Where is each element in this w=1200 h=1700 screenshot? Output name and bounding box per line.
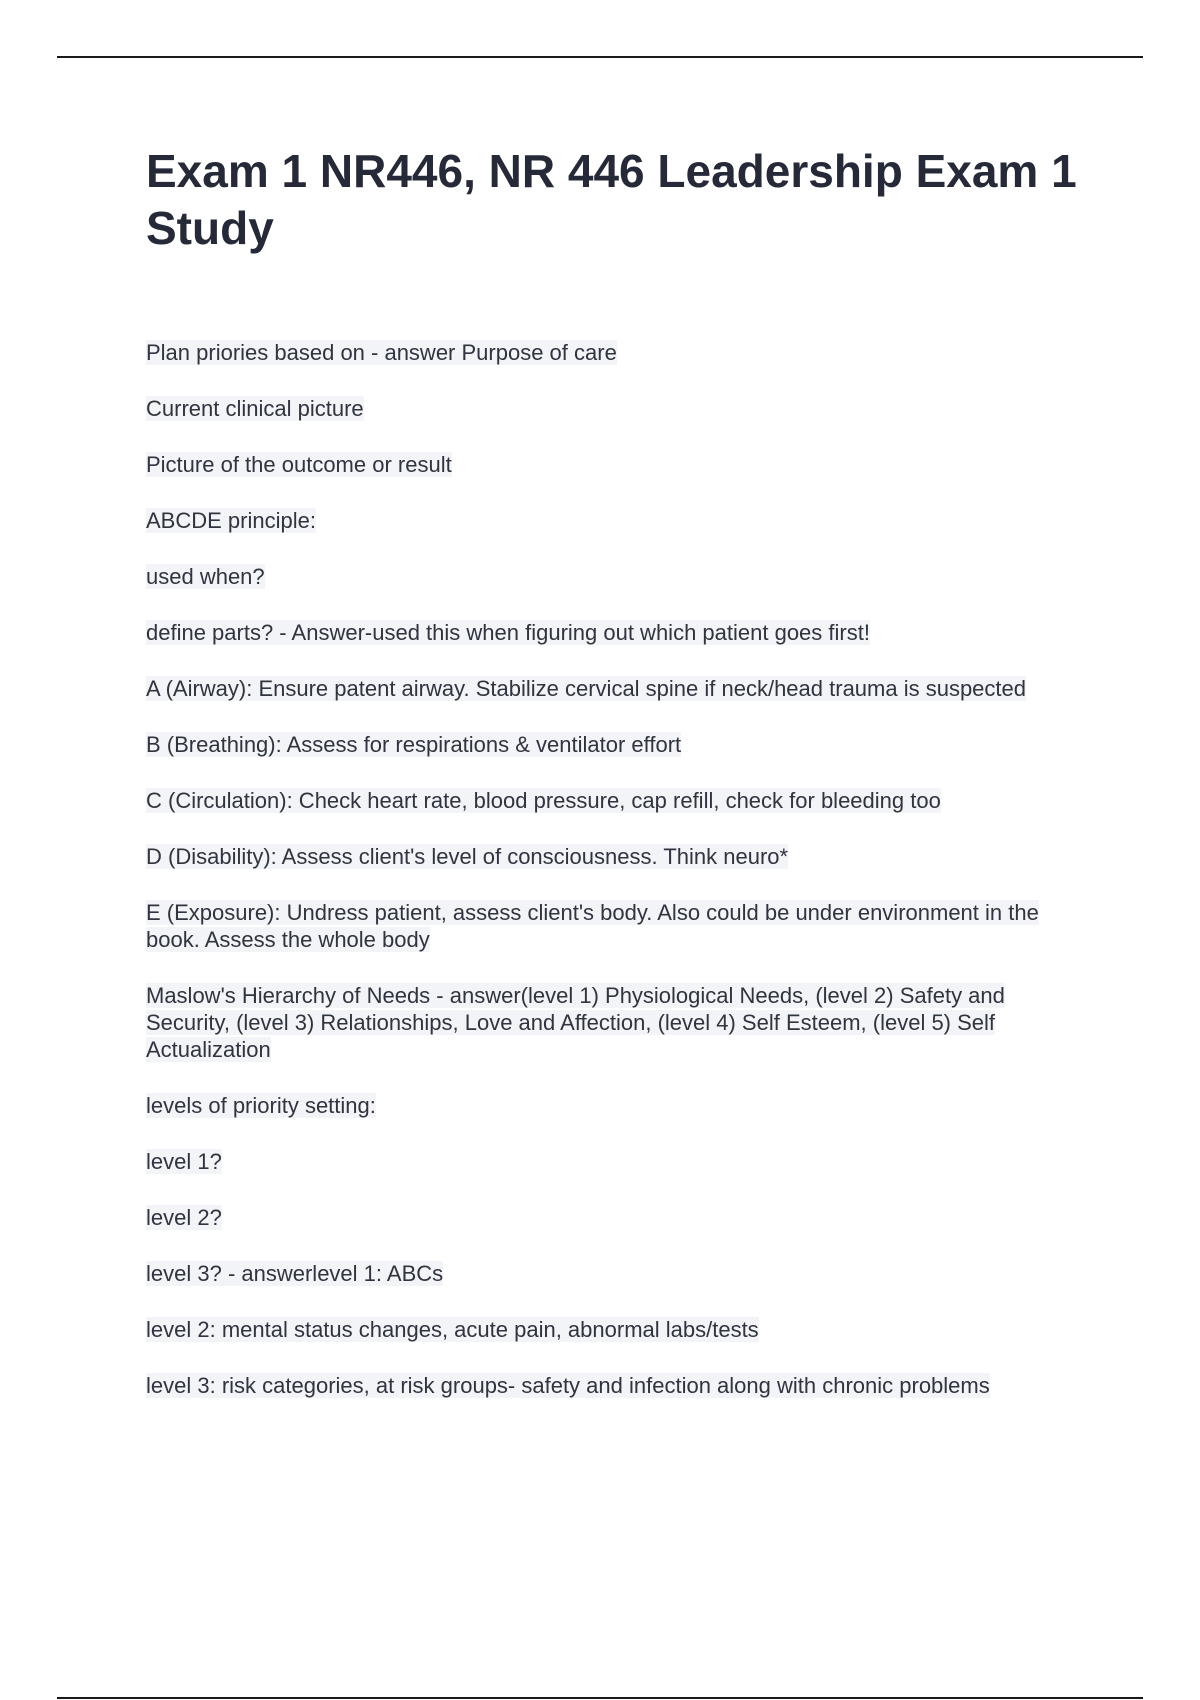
page-title: Exam 1 NR446, NR 446 Leadership Exam 1 Study [146, 145, 1077, 254]
bottom-divider [57, 1697, 1143, 1699]
text-line: level 1? [146, 1149, 222, 1174]
text-line: Plan priories based on - answer Purpose of care [146, 340, 617, 365]
text-line: level 2: mental status changes, acute pain, abnormal labs/tests [146, 1317, 759, 1342]
text-line: E (Exposure): Undress patient, assess client's body. Also could be under environment in the book. Assess the whole body [146, 900, 1039, 952]
document-body [146, 339, 1086, 1428]
text-line: A (Airway): Ensure patent airway. Stabilize cervical spine if neck/head trauma is suspected [146, 676, 1026, 701]
top-divider [57, 56, 1143, 58]
text-line: C (Circulation): Check heart rate, blood pressure, cap refill, check for bleeding too [146, 788, 941, 813]
text-line: D (Disability): Assess client's level of consciousness. Think neuro* [146, 844, 789, 869]
text-line: level 3: risk categories, at risk groups- safety and infection along with chronic problems [146, 1373, 990, 1398]
text-line: level 2? [146, 1205, 222, 1230]
text-line: B (Breathing): Assess for respirations & ventilator effort [146, 732, 682, 757]
text-line: Picture of the outcome or result [146, 452, 452, 477]
text-line: level 3? - answerlevel 1: ABCs [146, 1261, 444, 1286]
text-line: used when? [146, 564, 265, 589]
text-line: define parts? - Answer-used this when figuring out which patient goes first! [146, 620, 870, 645]
text-line: Maslow's Hierarchy of Needs - answer(level 1) Physiological Needs, (level 2) Safety and Security, (level 3) Relationships, Love and Affection, (level 4) Self Esteem, (level 5) Self Actualization [146, 983, 1005, 1062]
text-line: levels of priority setting: [146, 1093, 376, 1118]
text-line: Current clinical picture [146, 396, 364, 421]
text-line: ABCDE principle: [146, 508, 316, 533]
